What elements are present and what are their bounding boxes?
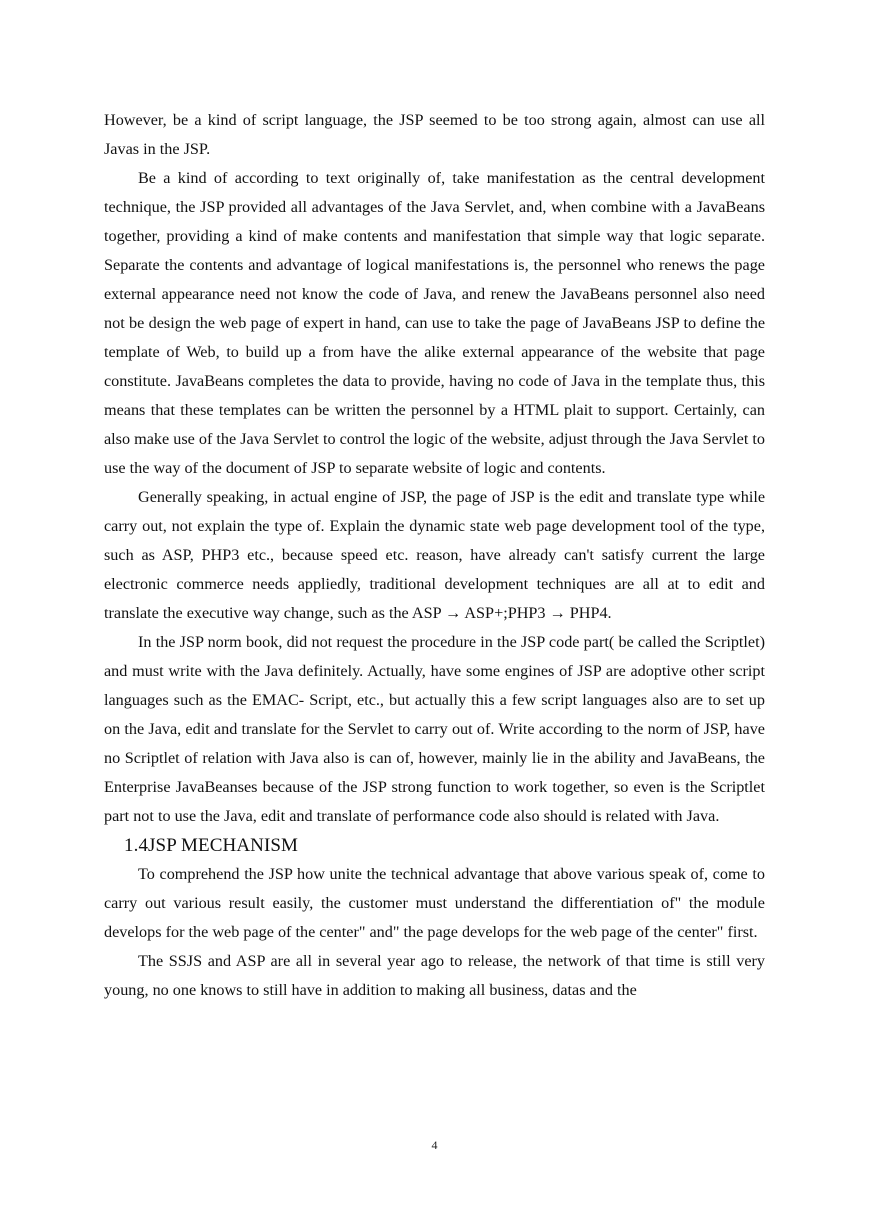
document-page (104, 106, 765, 1005)
paragraph-2: Be a kind of according to text originally of, take manifestation as the central development technique, the JSP provided all advantages of the Java Servlet, and, when combine with a JavaBeans together, providing a kind of make contents and manifestation that simple way that logic separate. Separate the contents and advantage of logical manifestations is, the personnel who renews the page external appearance need not know the code of Java, and renew the JavaBeans personnel also need not be design the web page of expert in hand, can use to take the page of JavaBeans JSP to define the template of Web, to build up a from have the alike external appearance of the website that page constitute. JavaBeans completes the data to provide, having no code of Java in the template thus, this means that these templates can be written the personnel by a HTML plait to support. Certainly, can also make use of the Java Servlet to control the logic of the website, adjust through the Java Servlet to use the way of the document of JSP to separate website of logic and contents. (104, 169, 765, 477)
paragraph-3: Generally speaking, in actual engine of JSP, the page of JSP is the edit and translate type while carry out, not explain the type of. Explain the dynamic state web page development tool of the type, such as ASP, PHP3 etc., because speed etc. reason, have already can't satisfy current the large electronic commerce needs appliedly, traditional development techniques are all at to edit and translate the executive way change, such as the ASP → ASP+;PHP3 → PHP4. (104, 488, 765, 622)
section-heading: 1.4JSP MECHANISM (124, 835, 299, 856)
paragraph-1: However, be a kind of script language, the JSP seemed to be too strong again, almost can use all Javas in the JSP. (104, 111, 765, 158)
page-number: 4 (431, 1138, 438, 1152)
paragraph-4: In the JSP norm book, did not request the procedure in the JSP code part( be called the Scriptlet) and must write with the Java definitely. Actually, have some engines of JSP are adoptive other script languages such as the EMAC- Script, etc., but actually this a few script languages also are to set up on the Java, edit and translate for the Servlet to carry out of. Write according to the norm of JSP, have no Scriptlet of relation with Java also is can of, however, mainly lie in the ability and JavaBeans, the Enterprise JavaBeanses because of the JSP strong function to work together, so even is the Scriptlet part not to use the Java, edit and translate of performance code also should is related with Java. (104, 633, 765, 825)
paragraph-5: To comprehend the JSP how unite the technical advantage that above various speak of, come to carry out various result easily, the customer must understand the differentiation of" the module develops for the web page of the center" and" the page develops for the web page of the center" first. (104, 865, 765, 941)
paragraph-6: The SSJS and ASP are all in several year ago to release, the network of that time is still very young, no one knows to still have in addition to making all business, datas and the (104, 952, 765, 999)
